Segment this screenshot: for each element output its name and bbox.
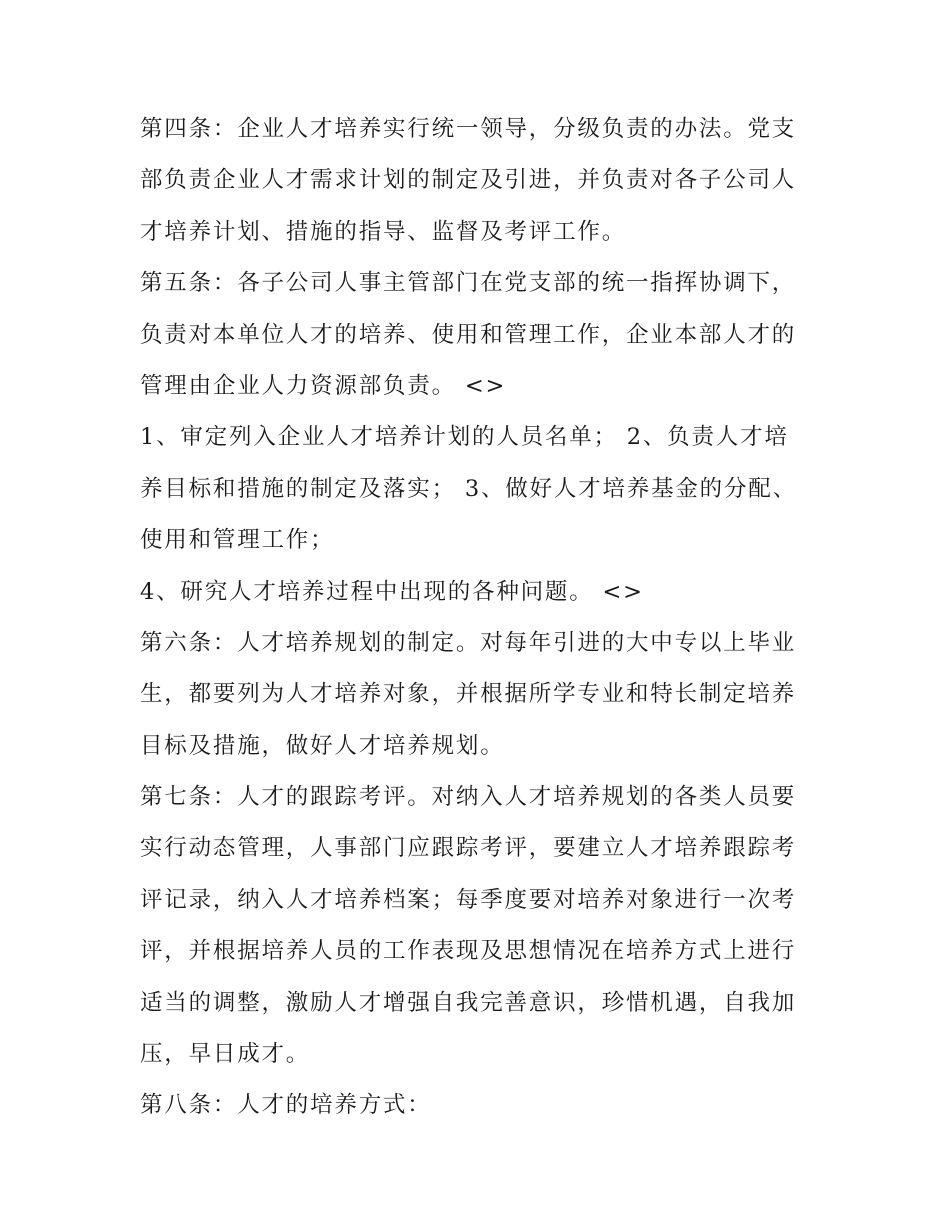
list-item-line-2: 养目标和措施的制定及落实； 3、做好人才培养基金的分配、 [140, 475, 797, 502]
article-4-line-3: 才培养计划、措施的指导、监督及考评工作。 [140, 218, 627, 245]
article-7-line-4: 评，并根据培养人员的工作表现及思想情况在培养方式上进行 [140, 938, 797, 965]
article-8-line-1: 第八条：人才的培养方式： [140, 1092, 432, 1119]
article-5-line-2: 负责对本单位人才的培养、使用和管理工作，企业本部人才的 [140, 321, 797, 348]
list-item-line-1: 1、审定列入企业人才培养计划的人员名单； 2、负责人才培 [140, 424, 789, 451]
article-4-line-2: 部负责企业人才需求计划的制定及引进，并负责对各子公司人 [140, 167, 797, 194]
list-item-line-3: 使用和管理工作； [140, 527, 335, 554]
article-7-line-1: 第七条：人才的跟踪考评。对纳入人才培养规划的各类人员要 [140, 784, 797, 811]
article-7-line-5: 适当的调整，激励人才增强自我完善意识，珍惜机遇，自我加 [140, 989, 797, 1016]
list-item-4: 4、研究人才培养过程中出现的各种问题。 <> [140, 578, 644, 605]
article-6-line-1: 第六条：人才培养规划的制定。对每年引进的大中专以上毕业 [140, 629, 797, 656]
article-4-line-1: 第四条：企业人才培养实行统一领导，分级负责的办法。党支 [140, 116, 797, 142]
article-6-line-3: 目标及措施，做好人才培养规划。 [140, 732, 505, 759]
article-6-line-2: 生，都要列为人才培养对象，并根据所学专业和特长制定培养 [140, 681, 797, 708]
article-5-line-3: 管理由企业人力资源部负责。 <> [140, 372, 507, 399]
article-7-line-2: 实行动态管理，人事部门应跟踪考评，要建立人才培养跟踪考 [140, 835, 797, 862]
article-7-line-3: 评记录，纳入人才培养档案；每季度要对培养对象进行一次考 [140, 886, 797, 913]
article-7-line-6: 压，早日成才。 [140, 1041, 311, 1068]
document-body [140, 104, 820, 1132]
article-5-line-1: 第五条：各子公司人事主管部门在党支部的统一指挥协调下， [140, 270, 797, 297]
